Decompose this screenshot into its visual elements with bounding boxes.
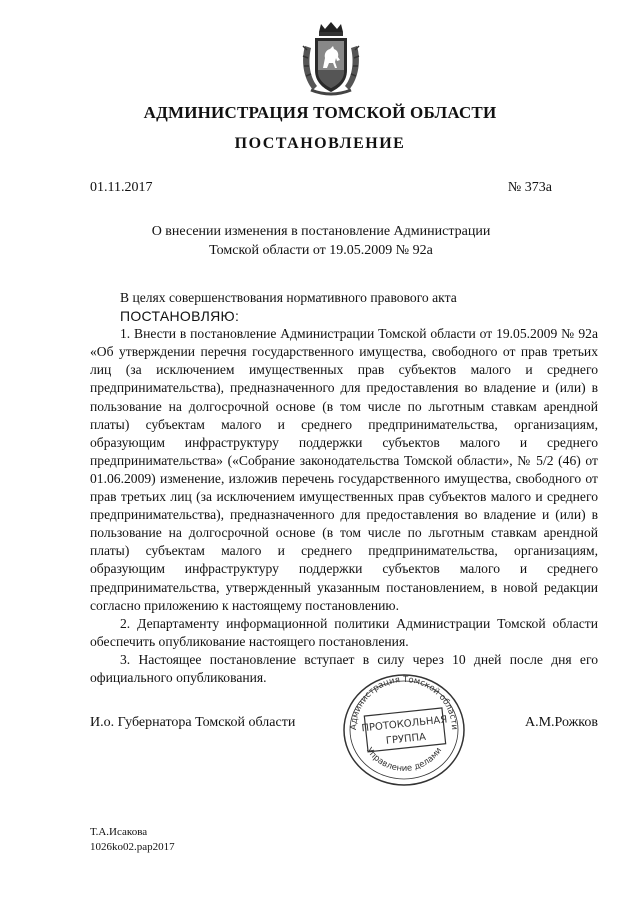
executor-name: Т.А.Исакова — [90, 826, 148, 838]
stamp-outer-top: Администрация Томской области — [348, 674, 460, 731]
stamp-inner-line-1: ПРОТОКОЛЬНАЯ — [361, 714, 448, 735]
stamp-outer-bottom: Управление делами — [363, 745, 445, 774]
signatory-position: И.о. Губернатора Томской области — [90, 715, 296, 730]
preamble: В целях совершенствования нормативного правового акта — [120, 290, 457, 305]
clause-2: 2. Департаменту информационной политики Администрации Томской области обеспечить опубликование настоящего постановления. — [90, 615, 598, 649]
file-reference: 1026ko02.pap2017 — [90, 841, 175, 853]
official-stamp — [336, 668, 471, 788]
organization-name: АДМИНИСТРАЦИЯ ТОМСКОЙ ОБЛАСТИ — [143, 103, 497, 122]
document-title — [90, 222, 552, 260]
resolve-heading: ПОСТАНОВЛЯЮ: — [120, 308, 240, 325]
document-type: ПОСТАНОВЛЕНИЕ — [234, 135, 406, 152]
title-line-2: Томской области от 19.05.2009 № 92а — [209, 243, 433, 258]
executor-info — [90, 825, 175, 855]
signatory-name: А.М.Рожков — [524, 715, 598, 730]
document-date: 01.11.2017 — [90, 180, 153, 195]
stamp-inner-line-2: ГРУППА — [385, 731, 427, 747]
title-line-1: О внесении изменения в постановление Администрации — [151, 224, 491, 239]
clause-3: 3. Настоящее постановление вступает в силу через 10 дней после дня его официального опубликования. — [90, 651, 598, 685]
document-number: № 373а — [507, 180, 552, 195]
coat-of-arms-icon — [299, 20, 363, 98]
clause-1: 1. Внести в постановление Администрации Томской области от 19.05.2009 № 92а «Об утверждении перечня государственного имущества, свободного от прав третьих лиц (за исключением имущественных прав субъектов малого и среднего предпринимательства), предназначенного для предоставления во владение и (или) в пользование на долгосрочной основе (в том числе по льготным ставкам арендной платы) субъектам малого и среднего предпринимательства, организациям, образующим инфраструктуру поддержки субъектов малого и среднего предпринимательства» («Собрание законодательства Томской области», № 5/2 (46) от 01.06.2009) изменение, изложив перечень государственного имущества, свободного от прав третьих лиц (за исключением имущественных прав субъектов малого и среднего предпринимательства), предназначенного для предоставления во владение и (или) в пользование на долгосрочной основе (в том числе по льготным ставкам арендной платы) субъектам малого и среднего предпринимательства, организациям, образующим инфраструктуру поддержки субъектов малого и среднего предпринимательства, утвержденный указанным постановлением, в новой редакции согласно приложению к настоящему постановлению. — [90, 326, 598, 613]
document-body — [90, 289, 598, 687]
